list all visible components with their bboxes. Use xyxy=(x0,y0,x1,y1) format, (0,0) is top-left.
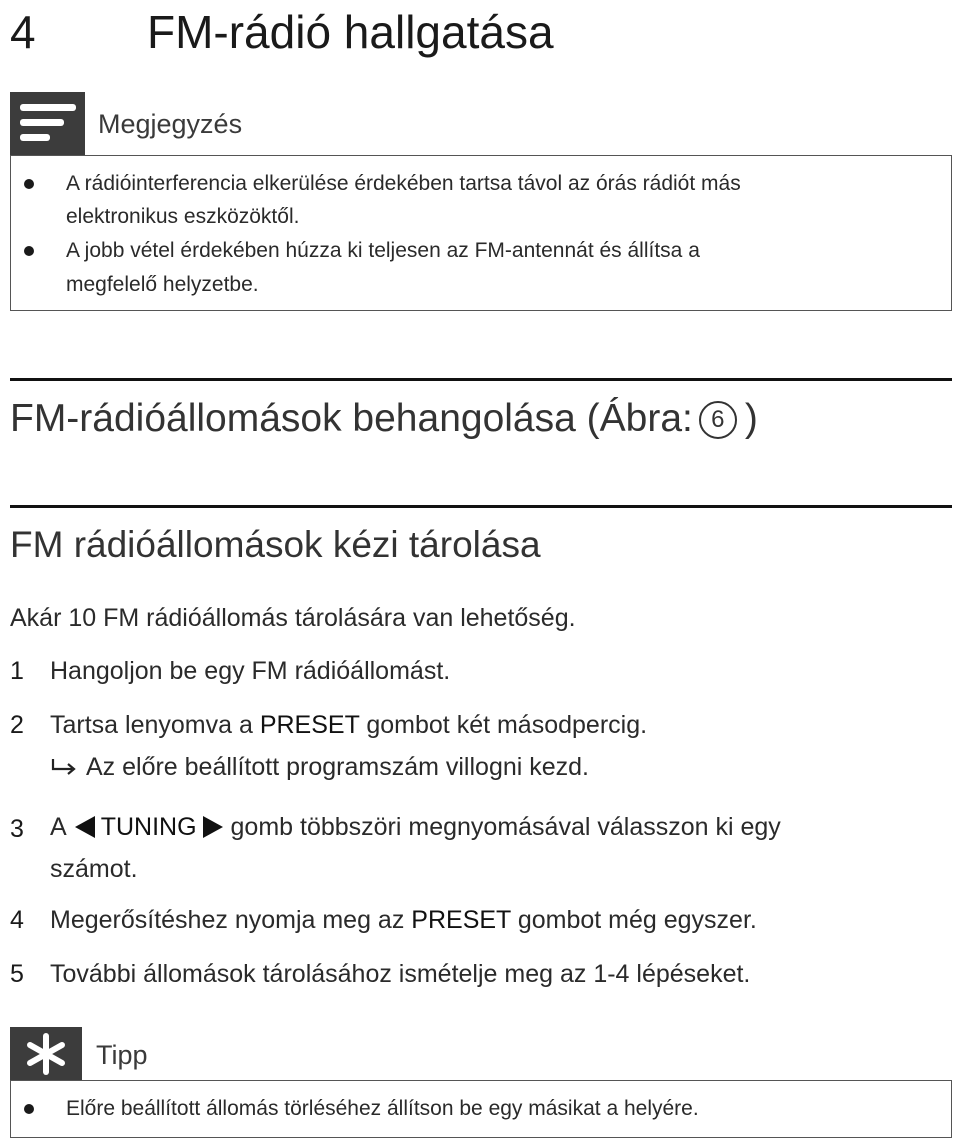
step-number: 4 xyxy=(10,906,24,934)
step-number: 5 xyxy=(10,960,24,988)
subsection-title: FM rádióállomások kézi tárolása xyxy=(10,524,541,565)
step-text-pre: Tartsa lenyomva a xyxy=(50,711,253,739)
tip-item: Előre beállított állomás törléséhez állítson be egy másikat a helyére. xyxy=(66,1097,699,1120)
step-number: 1 xyxy=(10,657,24,685)
step-result xyxy=(50,746,940,788)
step-text xyxy=(50,806,940,848)
intro-text: Akár 10 FM rádióállomás tárolására van lehetőség. xyxy=(10,604,576,632)
step-text-post: gomb többszöri megnyomásával válasszon ki egy xyxy=(230,813,781,841)
bullet-dot xyxy=(24,1104,34,1114)
bullet-dot xyxy=(24,246,34,256)
section-title xyxy=(10,393,758,445)
preset-key-label: PRESET xyxy=(411,906,511,934)
step-number: 2 xyxy=(10,711,24,739)
step-text xyxy=(50,704,940,746)
note-lines-icon xyxy=(10,92,85,155)
tip-label: Tipp xyxy=(96,1040,148,1070)
note-label: Megjegyzés xyxy=(98,109,243,139)
chapter-title: FM-rádió hallgatása xyxy=(147,6,554,58)
step-text-pre: A xyxy=(50,813,67,841)
note-item-1-line-2: elektronikus eszközöktől. xyxy=(66,205,300,228)
note-item-2-line-1: A jobb vétel érdekében húzza ki teljesen az FM-antennát és állítsa a xyxy=(66,239,700,262)
result-arrow-icon xyxy=(50,757,80,777)
bullet-dot xyxy=(24,179,34,189)
note-item-1-line-1: A rádióinterferencia elkerülése érdekében tartsa távol az órás rádiót más xyxy=(66,172,741,195)
step-text xyxy=(50,899,940,941)
figure-reference: 6 xyxy=(699,401,737,439)
tuning-left-icon xyxy=(75,816,95,838)
section-title-text: FM-rádióállomások behangolása (Ábra: xyxy=(10,397,693,440)
note-item-2-line-2: megfelelő helyzetbe. xyxy=(66,273,259,296)
step-text-post: gombot még egyszer. xyxy=(517,906,757,934)
step-text: Hangoljon be egy FM rádióállomást. xyxy=(50,657,451,685)
step-number: 3 xyxy=(10,815,24,843)
step-text-pre: Megerősítéshez nyomja meg az xyxy=(50,906,405,934)
section-rule-top xyxy=(10,378,952,381)
preset-key-label: PRESET xyxy=(259,711,360,739)
asterisk-icon xyxy=(10,1027,82,1081)
step-result-text: Az előre beállított programszám villogni kezd. xyxy=(86,753,590,781)
step-text: További állomások tárolásához ismételje meg az 1-4 lépéseket. xyxy=(50,960,751,988)
step-text-continuation: számot. xyxy=(50,855,138,883)
subsection-rule-top xyxy=(10,505,952,508)
section-title-close: ) xyxy=(744,397,758,440)
tuning-key-label: TUNING xyxy=(100,813,197,841)
tuning-right-icon xyxy=(203,816,223,838)
chapter-number: 4 xyxy=(10,6,36,58)
step-text-post: gombot két másodpercig. xyxy=(366,711,648,739)
